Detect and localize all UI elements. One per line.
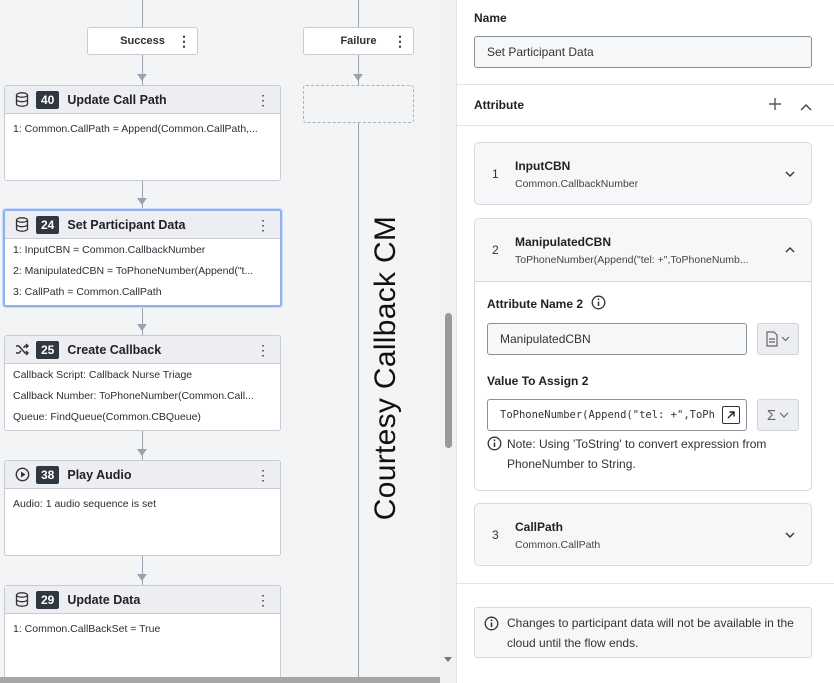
note-line: PhoneNumber to String. (507, 457, 636, 471)
connector-line (358, 0, 359, 27)
kebab-menu-icon[interactable]: ⋮ (177, 33, 191, 49)
value-expression-text: ToPhoneNumber(Append("tel: +",ToPh (500, 409, 715, 421)
node-number: 38 (36, 466, 59, 484)
node-title: Update Data (67, 592, 141, 607)
info-line: cloud until the flow ends. (507, 636, 639, 650)
connector-arrow (137, 574, 147, 581)
connector-line (142, 0, 143, 27)
attribute-value: Common.CallPath (515, 539, 601, 551)
expand-editor-icon[interactable] (722, 406, 740, 424)
node-header[interactable] (5, 86, 280, 114)
divider (457, 125, 834, 126)
connector-arrow (137, 324, 147, 331)
branch-success-label: Success (120, 35, 165, 47)
attribute-name: ManipulatedCBN (515, 235, 611, 249)
attribute-name: InputCBN (515, 159, 571, 173)
node-detail-line: 1: InputCBN = Common.CallbackNumber (13, 244, 206, 256)
flow-node-update-call-path[interactable] (4, 85, 281, 181)
scrollbar-thumb[interactable] (445, 313, 452, 448)
node-title: Play Audio (67, 467, 132, 482)
info-line: Changes to participant data will not be available in the (507, 616, 794, 630)
info-icon (484, 616, 499, 636)
node-number: 25 (36, 341, 59, 359)
connector-line (358, 55, 359, 683)
attribute-section-label: Attribute (474, 98, 524, 112)
database-icon (14, 217, 30, 233)
node-detail-line: Callback Number: ToPhoneNumber(Common.Call... (13, 390, 254, 402)
attribute-name: CallPath (515, 520, 564, 534)
node-detail-line: 2: ManipulatedCBN = ToPhoneNumber(Append("t... (13, 265, 254, 277)
kebab-menu-icon[interactable]: ⋮ (256, 217, 270, 233)
chevron-down-icon (779, 411, 789, 419)
kebab-menu-icon[interactable]: ⋮ (256, 592, 270, 608)
attribute-value: Common.CallbackNumber (515, 178, 639, 190)
sigma-icon: Σ (766, 406, 777, 424)
attribute-value: ToPhoneNumber(Append("tel: +",ToPhoneNumb... (515, 254, 749, 266)
type-selector-button[interactable] (757, 323, 799, 355)
tostring-note (507, 434, 766, 474)
attribute-card-2[interactable] (474, 218, 812, 491)
node-detail-line: 1: Common.CallPath = Append(Common.CallPath,... (13, 123, 258, 135)
horizontal-scrollbar[interactable] (0, 677, 440, 683)
node-detail-line: 1: Common.CallBackSet = True (13, 623, 161, 635)
connector-arrow (137, 198, 147, 205)
node-title: Create Callback (67, 342, 162, 357)
node-detail-line: Audio: 1 audio sequence is set (13, 498, 157, 510)
vertical-scrollbar[interactable] (440, 0, 456, 683)
note-line: Note: Using 'ToString' to convert expression from (507, 437, 767, 451)
connector-arrow (137, 74, 147, 81)
shuffle-icon (14, 342, 30, 358)
document-icon (765, 331, 791, 347)
divider (457, 583, 834, 584)
node-header[interactable] (5, 461, 280, 489)
info-text (507, 613, 794, 653)
attribute-index: 3 (492, 528, 499, 542)
kebab-menu-icon[interactable]: ⋮ (256, 342, 270, 358)
info-icon (487, 436, 502, 456)
connector-arrow (137, 449, 147, 456)
divider (457, 84, 834, 85)
flow-node-play-audio[interactable] (4, 460, 281, 556)
chevron-down-icon[interactable] (785, 530, 795, 540)
collapse-section-icon[interactable] (800, 99, 812, 109)
empty-drop-target[interactable] (303, 85, 414, 123)
attribute-name-label: Attribute Name 2 (487, 297, 584, 311)
node-title: Update Call Path (67, 92, 167, 107)
attribute-index: 1 (492, 167, 499, 181)
flow-node-update-data[interactable] (4, 585, 281, 683)
connector-arrow (353, 74, 363, 81)
attribute-index: 2 (492, 243, 499, 257)
node-detail-line: 3: CallPath = Common.CallPath (13, 286, 162, 298)
properties-panel (456, 0, 834, 683)
flow-node-set-participant-data[interactable] (3, 209, 282, 307)
add-attribute-icon[interactable] (767, 96, 783, 112)
task-side-label: Courtesy Callback CM (369, 215, 402, 521)
node-number: 40 (36, 91, 59, 109)
branch-failure-label: Failure (340, 35, 377, 47)
attribute-name-input[interactable]: ManipulatedCBN (487, 323, 747, 355)
node-header[interactable] (5, 211, 280, 239)
attribute-card-header[interactable] (475, 219, 811, 282)
info-icon[interactable] (591, 295, 606, 315)
scroll-down-arrow-icon[interactable] (444, 657, 452, 662)
expression-builder-button[interactable] (757, 399, 799, 431)
name-label: Name (474, 11, 507, 25)
chevron-up-icon[interactable] (785, 245, 795, 255)
value-expression-input[interactable] (487, 399, 747, 431)
node-title: Set Participant Data (67, 217, 186, 232)
node-number: 24 (36, 216, 59, 234)
node-header[interactable] (5, 336, 280, 364)
node-detail-line: Queue: FindQueue(Common.CBQueue) (13, 411, 201, 423)
name-input[interactable]: Set Participant Data (474, 36, 812, 68)
participant-data-info (474, 607, 812, 658)
database-icon (14, 92, 30, 108)
branch-success[interactable] (87, 27, 198, 55)
kebab-menu-icon[interactable]: ⋮ (393, 33, 407, 49)
attribute-card-1[interactable] (474, 142, 812, 205)
kebab-menu-icon[interactable]: ⋮ (256, 467, 270, 483)
flow-node-create-callback[interactable] (4, 335, 281, 431)
attribute-card-3[interactable] (474, 503, 812, 566)
value-to-assign-label: Value To Assign 2 (487, 374, 589, 388)
kebab-menu-icon[interactable]: ⋮ (256, 92, 270, 108)
database-icon (14, 592, 30, 608)
chevron-down-icon[interactable] (785, 169, 795, 179)
play-circle-icon (14, 467, 30, 483)
node-number: 29 (36, 591, 59, 609)
branch-failure[interactable] (303, 27, 414, 55)
node-header[interactable] (5, 586, 280, 614)
node-detail-line: Callback Script: Callback Nurse Triage (13, 369, 193, 381)
